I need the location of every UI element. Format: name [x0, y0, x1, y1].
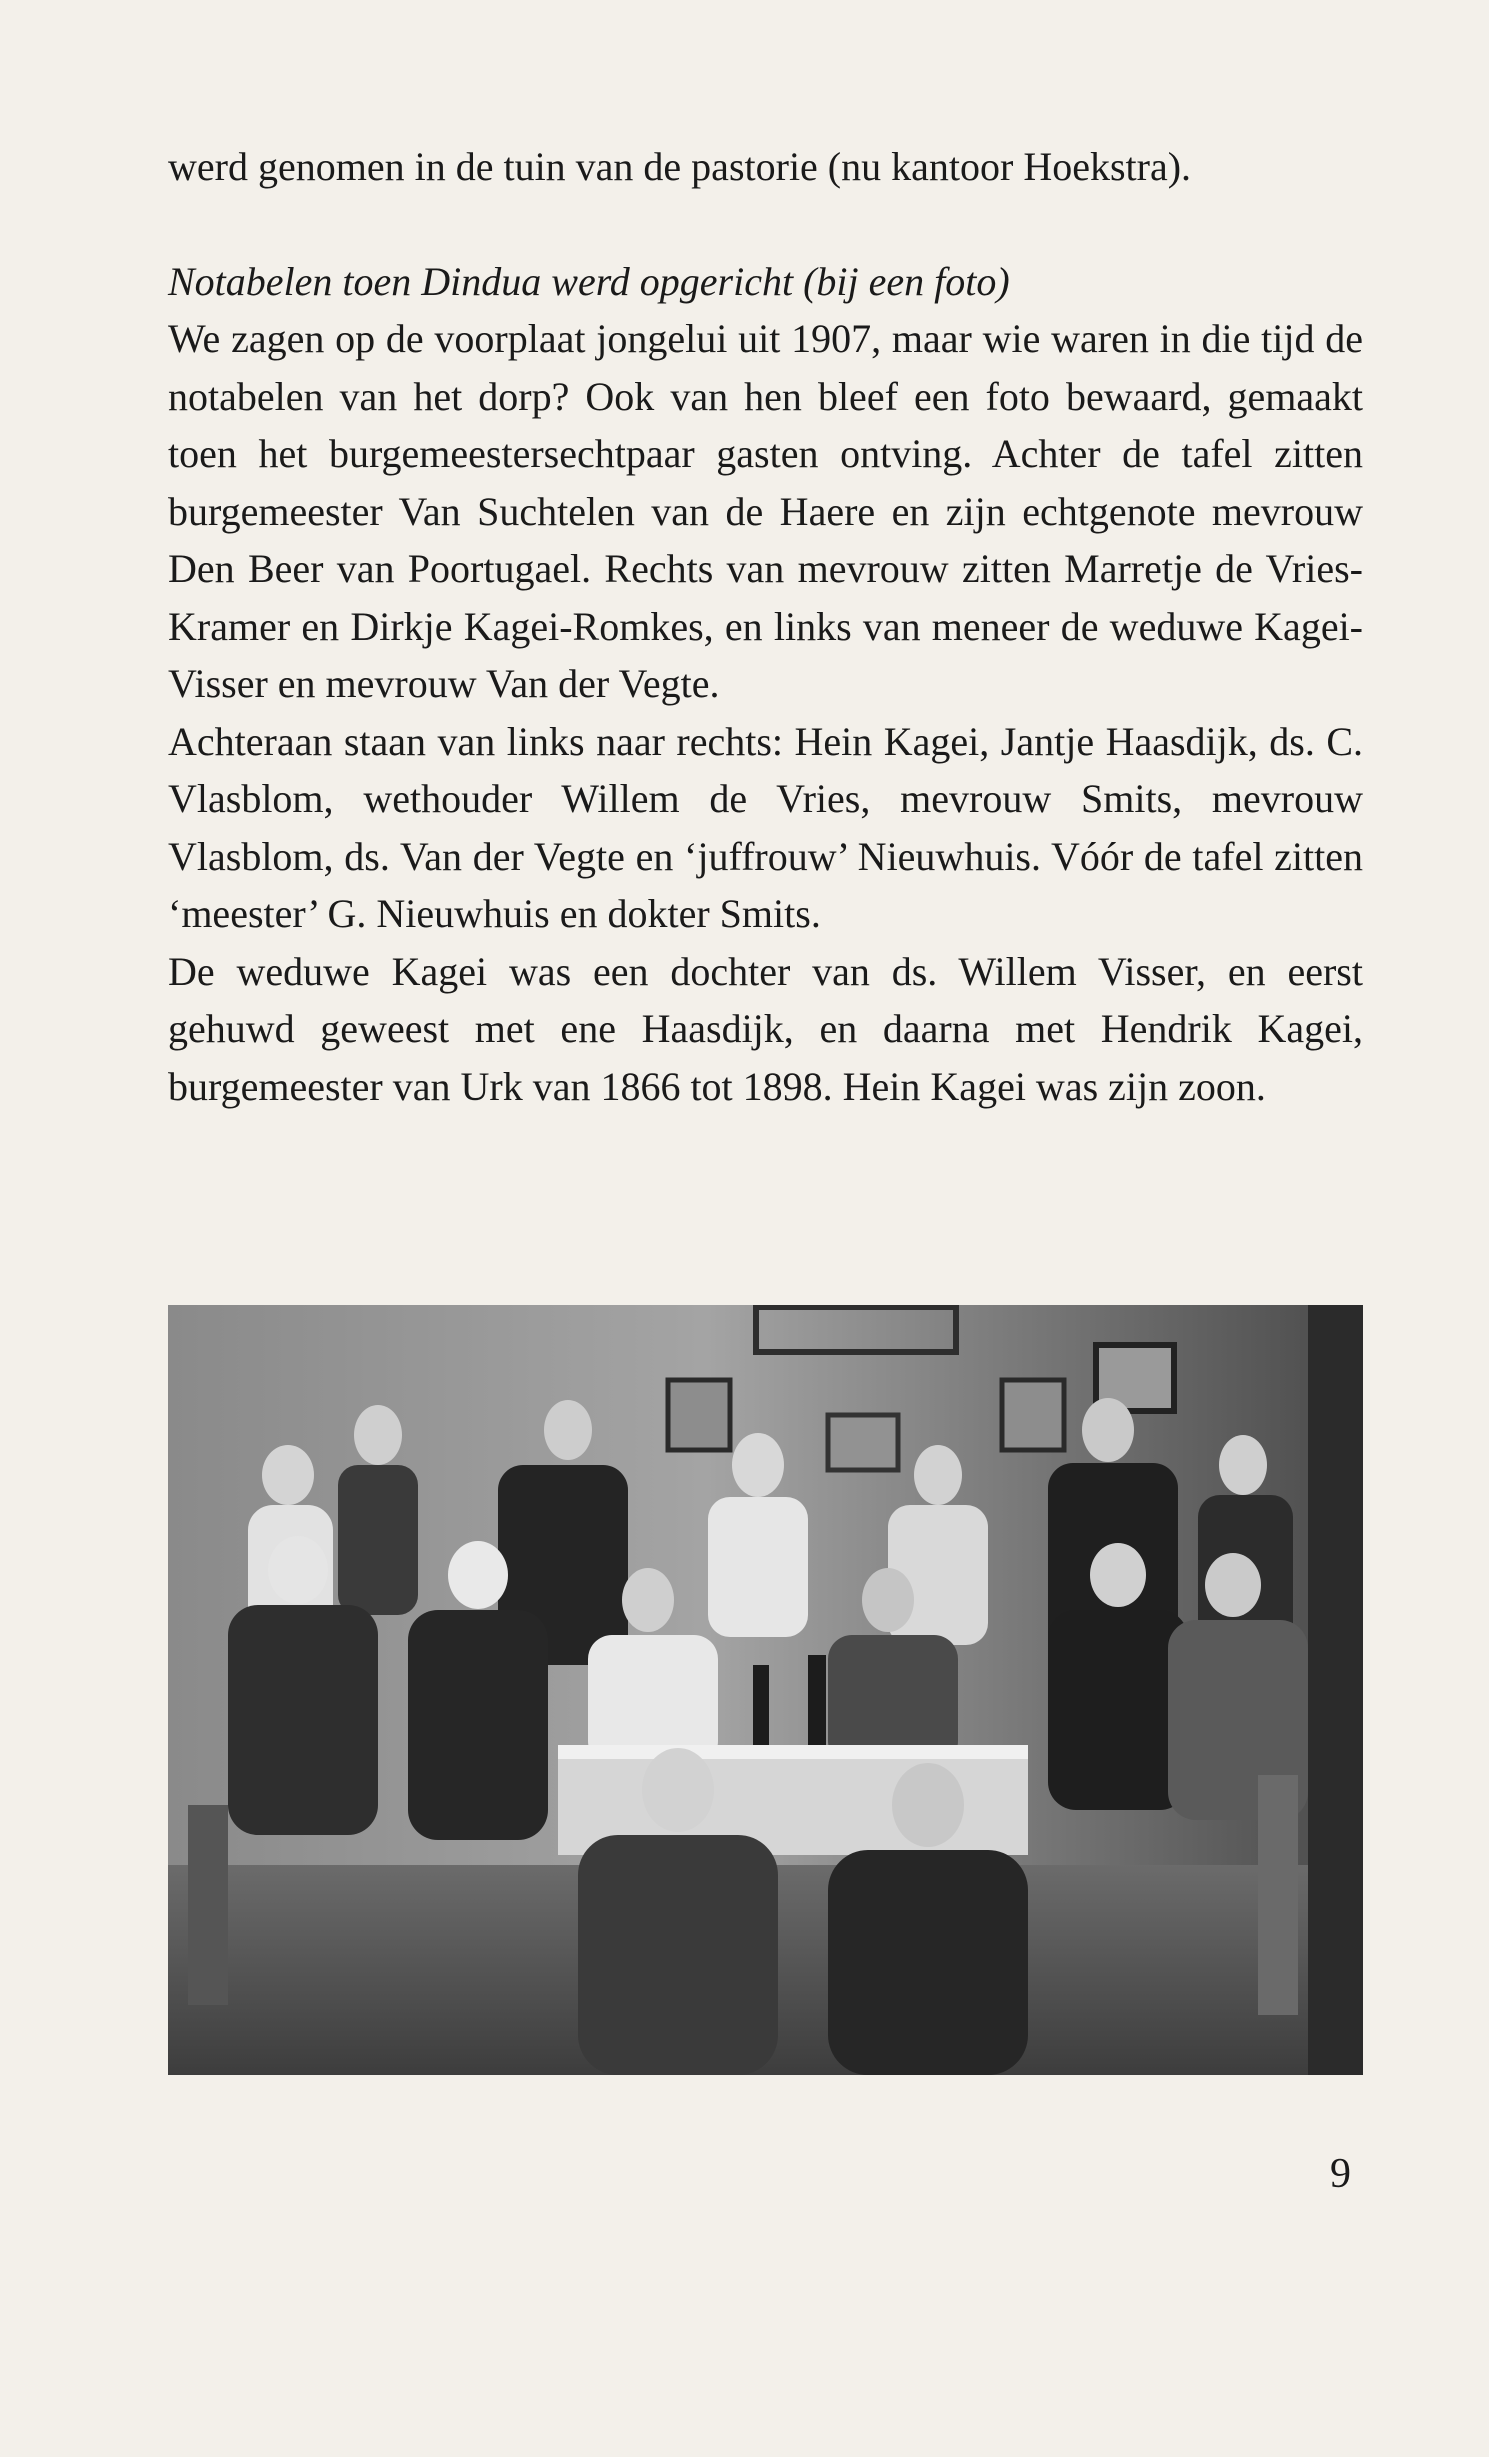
- paragraph-1: werd genomen in de tuin van de pastorie (nu kantoor Hoekstra).: [168, 144, 1192, 189]
- group-photo: [168, 1305, 1363, 2075]
- paragraph-4: De weduwe Kagei was een dochter van ds. Willem Visser, en eerst gehuwd geweest met ene Haasdijk, en daarna met Hendrik Kagei, burgemeester van Urk van 1866 tot 1898. Hein Kagei was zijn zoon.: [168, 948, 1363, 1109]
- page-number: 9: [1330, 2151, 1351, 2197]
- paragraph-3: Achteraan staan van links naar rechts: Hein Kagei, Jantje Haasdijk, ds. C. Vlasblom, wethouder Willem de Vries, mevrouw Smits, mevrouw Vlasblom, ds. Van der Vegte en ‘juffrouw’ Nieuwhuis. Vóór de tafel zitten ‘meester’ G. Nieuwhuis en dokter Smits.: [168, 718, 1363, 936]
- group-photo-image: [168, 1305, 1363, 2075]
- paragraph-2: We zagen op de voorplaat jongelui uit 1907, maar wie waren in die tijd de notabelen van het dorp? Ook van hen bleef een foto bewaard, gemaakt toen het burgemeestersechtpaar gasten ontving. Achter de tafel zitten burgemeester Van Suchtelen van de Haere en zijn echtgenote mevrouw Den Beer van Poortugael. Rechts van mevrouw zitten Marretje de Vries-Kramer en Dirkje Kagei-Romkes, en links van meneer de weduwe Kagei-Visser en mevrouw Van der Vegte.: [168, 316, 1363, 706]
- text-block: [168, 138, 1363, 1115]
- section-heading: Notabelen toen Dindua werd opgericht (bij een foto): [168, 258, 1010, 304]
